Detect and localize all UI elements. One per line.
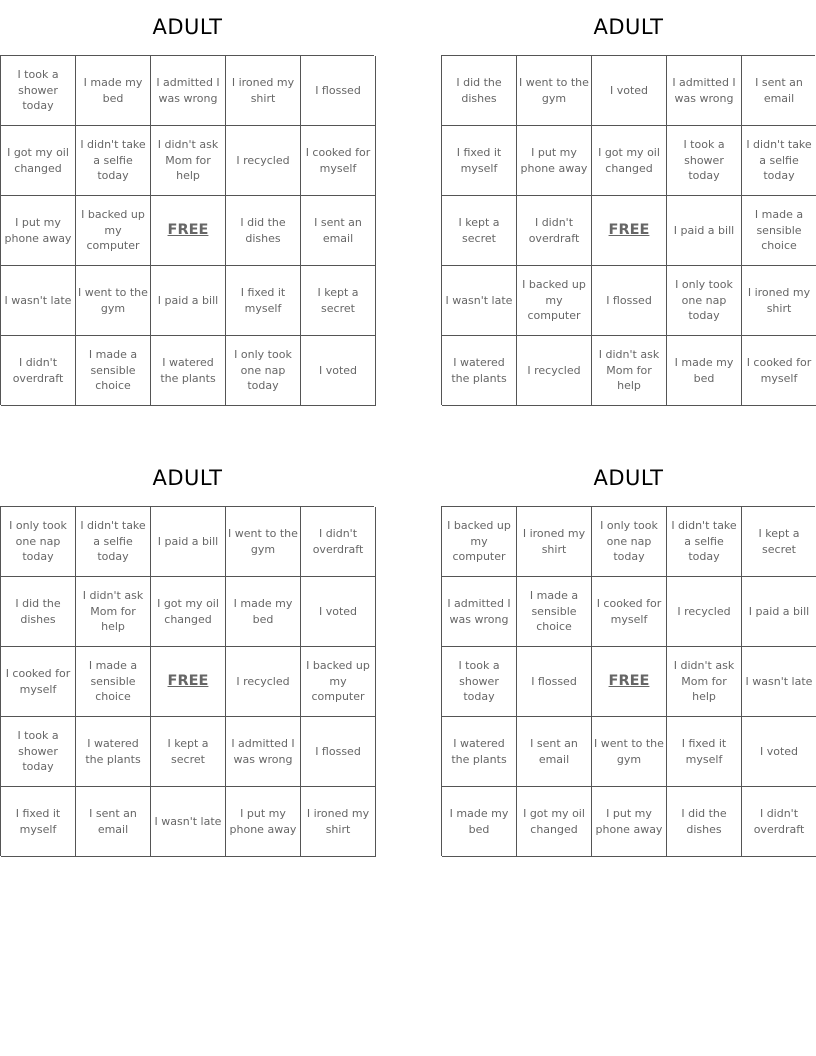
card-title: ADULT	[152, 466, 223, 490]
bingo-cell[interactable]: I flossed	[592, 266, 667, 336]
bingo-cell[interactable]: I admitted I was wrong	[442, 577, 517, 647]
bingo-cell[interactable]: I kept a secret	[301, 266, 376, 336]
bingo-grid	[441, 506, 815, 856]
bingo-cell[interactable]: I admitted I was wrong	[667, 56, 742, 126]
bingo-cell[interactable]: I didn't take a selfie today	[667, 507, 742, 577]
bingo-cell[interactable]: I cooked for myself	[742, 336, 816, 406]
bingo-cell[interactable]: I watered the plants	[76, 717, 151, 787]
bingo-cell[interactable]: I kept a secret	[742, 507, 816, 577]
bingo-cell[interactable]: I didn't take a selfie today	[742, 126, 816, 196]
bingo-cell[interactable]: I took a shower today	[667, 126, 742, 196]
bingo-cell[interactable]: I wasn't late	[742, 647, 816, 717]
bingo-cell[interactable]: I only took one nap today	[1, 507, 76, 577]
bingo-cell[interactable]: I voted	[301, 336, 376, 406]
bingo-cell[interactable]: I backed up my computer	[517, 266, 592, 336]
bingo-cell[interactable]: I wasn't late	[1, 266, 76, 336]
bingo-cell[interactable]: I paid a bill	[151, 266, 226, 336]
bingo-card-4	[441, 451, 816, 856]
bingo-cell[interactable]: I recycled	[517, 336, 592, 406]
bingo-cell[interactable]: I recycled	[226, 126, 301, 196]
bingo-cell[interactable]: I did the dishes	[226, 196, 301, 266]
free-space[interactable]: FREE	[151, 196, 226, 266]
bingo-cell[interactable]: I backed up my computer	[442, 507, 517, 577]
bingo-card-3	[0, 451, 375, 856]
bingo-cell[interactable]: I made a sensible choice	[76, 647, 151, 717]
bingo-cell[interactable]: I voted	[592, 56, 667, 126]
bingo-cell[interactable]: I didn't take a selfie today	[76, 126, 151, 196]
bingo-cell[interactable]: I fixed it myself	[1, 787, 76, 857]
bingo-cell[interactable]: I got my oil changed	[517, 787, 592, 857]
bingo-cell[interactable]: I ironed my shirt	[517, 507, 592, 577]
bingo-cell[interactable]: I got my oil changed	[1, 126, 76, 196]
bingo-cell[interactable]: I backed up my computer	[76, 196, 151, 266]
bingo-cell[interactable]: I went to the gym	[592, 717, 667, 787]
bingo-cell[interactable]: I cooked for myself	[592, 577, 667, 647]
bingo-cell[interactable]: I sent an email	[301, 196, 376, 266]
bingo-grid	[0, 55, 374, 405]
bingo-cell[interactable]: I took a shower today	[1, 717, 76, 787]
bingo-cell[interactable]: I flossed	[517, 647, 592, 717]
bingo-cell[interactable]: I didn't ask Mom for help	[667, 647, 742, 717]
bingo-cell[interactable]: I put my phone away	[1, 196, 76, 266]
bingo-card-2	[441, 0, 816, 405]
bingo-cell[interactable]: I made my bed	[76, 56, 151, 126]
bingo-cell[interactable]: I fixed it myself	[667, 717, 742, 787]
bingo-grid	[441, 55, 815, 405]
bingo-cell[interactable]: I took a shower today	[442, 647, 517, 717]
bingo-cell[interactable]: I didn't ask Mom for help	[151, 126, 226, 196]
bingo-cell[interactable]: I only took one nap today	[226, 336, 301, 406]
bingo-cell[interactable]: I watered the plants	[442, 336, 517, 406]
bingo-cell[interactable]: I admitted I was wrong	[226, 717, 301, 787]
bingo-cell[interactable]: I recycled	[226, 647, 301, 717]
bingo-cell[interactable]: I ironed my shirt	[742, 266, 816, 336]
bingo-grid	[0, 506, 374, 856]
bingo-cell[interactable]: I flossed	[301, 717, 376, 787]
card-title: ADULT	[593, 466, 664, 490]
bingo-cell[interactable]: I got my oil changed	[592, 126, 667, 196]
bingo-cell[interactable]: I cooked for myself	[301, 126, 376, 196]
bingo-cell[interactable]: I put my phone away	[517, 126, 592, 196]
bingo-cell[interactable]: I watered the plants	[151, 336, 226, 406]
bingo-cell[interactable]: I paid a bill	[667, 196, 742, 266]
bingo-cell[interactable]: I admitted I was wrong	[151, 56, 226, 126]
bingo-cell[interactable]: I made a sensible choice	[742, 196, 816, 266]
bingo-cell[interactable]: I made my bed	[667, 336, 742, 406]
bingo-cell[interactable]: I made a sensible choice	[517, 577, 592, 647]
bingo-cell[interactable]: I made my bed	[442, 787, 517, 857]
bingo-cell[interactable]: I didn't overdraft	[517, 196, 592, 266]
free-space[interactable]: FREE	[592, 647, 667, 717]
bingo-cell[interactable]: I paid a bill	[151, 507, 226, 577]
bingo-card-1	[0, 0, 375, 405]
bingo-cell[interactable]: I sent an email	[742, 56, 816, 126]
bingo-cell[interactable]: I didn't overdraft	[301, 507, 376, 577]
bingo-cell[interactable]: I watered the plants	[442, 717, 517, 787]
bingo-cell[interactable]: I went to the gym	[226, 507, 301, 577]
bingo-cell[interactable]: I did the dishes	[667, 787, 742, 857]
bingo-cell[interactable]: I didn't ask Mom for help	[76, 577, 151, 647]
bingo-cell[interactable]: I ironed my shirt	[301, 787, 376, 857]
bingo-cell[interactable]: I cooked for myself	[1, 647, 76, 717]
bingo-cell[interactable]: I only took one nap today	[592, 507, 667, 577]
bingo-cell[interactable]: I went to the gym	[76, 266, 151, 336]
bingo-cell[interactable]: I fixed it myself	[442, 126, 517, 196]
bingo-cell[interactable]: I went to the gym	[517, 56, 592, 126]
bingo-cell[interactable]: I put my phone away	[226, 787, 301, 857]
free-space[interactable]: FREE	[151, 647, 226, 717]
bingo-cell[interactable]: I only took one nap today	[667, 266, 742, 336]
bingo-cell[interactable]: I didn't overdraft	[1, 336, 76, 406]
bingo-cell[interactable]: I put my phone away	[592, 787, 667, 857]
bingo-cell[interactable]: I wasn't late	[151, 787, 226, 857]
bingo-cell[interactable]: I voted	[301, 577, 376, 647]
card-title: ADULT	[593, 15, 664, 39]
bingo-cell[interactable]: I did the dishes	[442, 56, 517, 126]
bingo-cell[interactable]: I recycled	[667, 577, 742, 647]
bingo-cell[interactable]: I ironed my shirt	[226, 56, 301, 126]
bingo-cell[interactable]: I fixed it myself	[226, 266, 301, 336]
bingo-cell[interactable]: I sent an email	[517, 717, 592, 787]
bingo-cell[interactable]: I made a sensible choice	[76, 336, 151, 406]
bingo-cell[interactable]: I kept a secret	[151, 717, 226, 787]
bingo-cell[interactable]: I sent an email	[76, 787, 151, 857]
bingo-cell[interactable]: I took a shower today	[1, 56, 76, 126]
bingo-cell[interactable]: I did the dishes	[1, 577, 76, 647]
bingo-cell[interactable]: I paid a bill	[742, 577, 816, 647]
bingo-cell[interactable]: I kept a secret	[442, 196, 517, 266]
bingo-cell[interactable]: I backed up my computer	[301, 647, 376, 717]
free-space[interactable]: FREE	[592, 196, 667, 266]
bingo-cell[interactable]: I got my oil changed	[151, 577, 226, 647]
bingo-cell[interactable]: I didn't take a selfie today	[76, 507, 151, 577]
bingo-cell[interactable]: I wasn't late	[442, 266, 517, 336]
bingo-cell[interactable]: I made my bed	[226, 577, 301, 647]
card-title: ADULT	[152, 15, 223, 39]
bingo-cell[interactable]: I didn't ask Mom for help	[592, 336, 667, 406]
bingo-cell[interactable]: I didn't overdraft	[742, 787, 816, 857]
bingo-cell[interactable]: I flossed	[301, 56, 376, 126]
bingo-cell[interactable]: I voted	[742, 717, 816, 787]
